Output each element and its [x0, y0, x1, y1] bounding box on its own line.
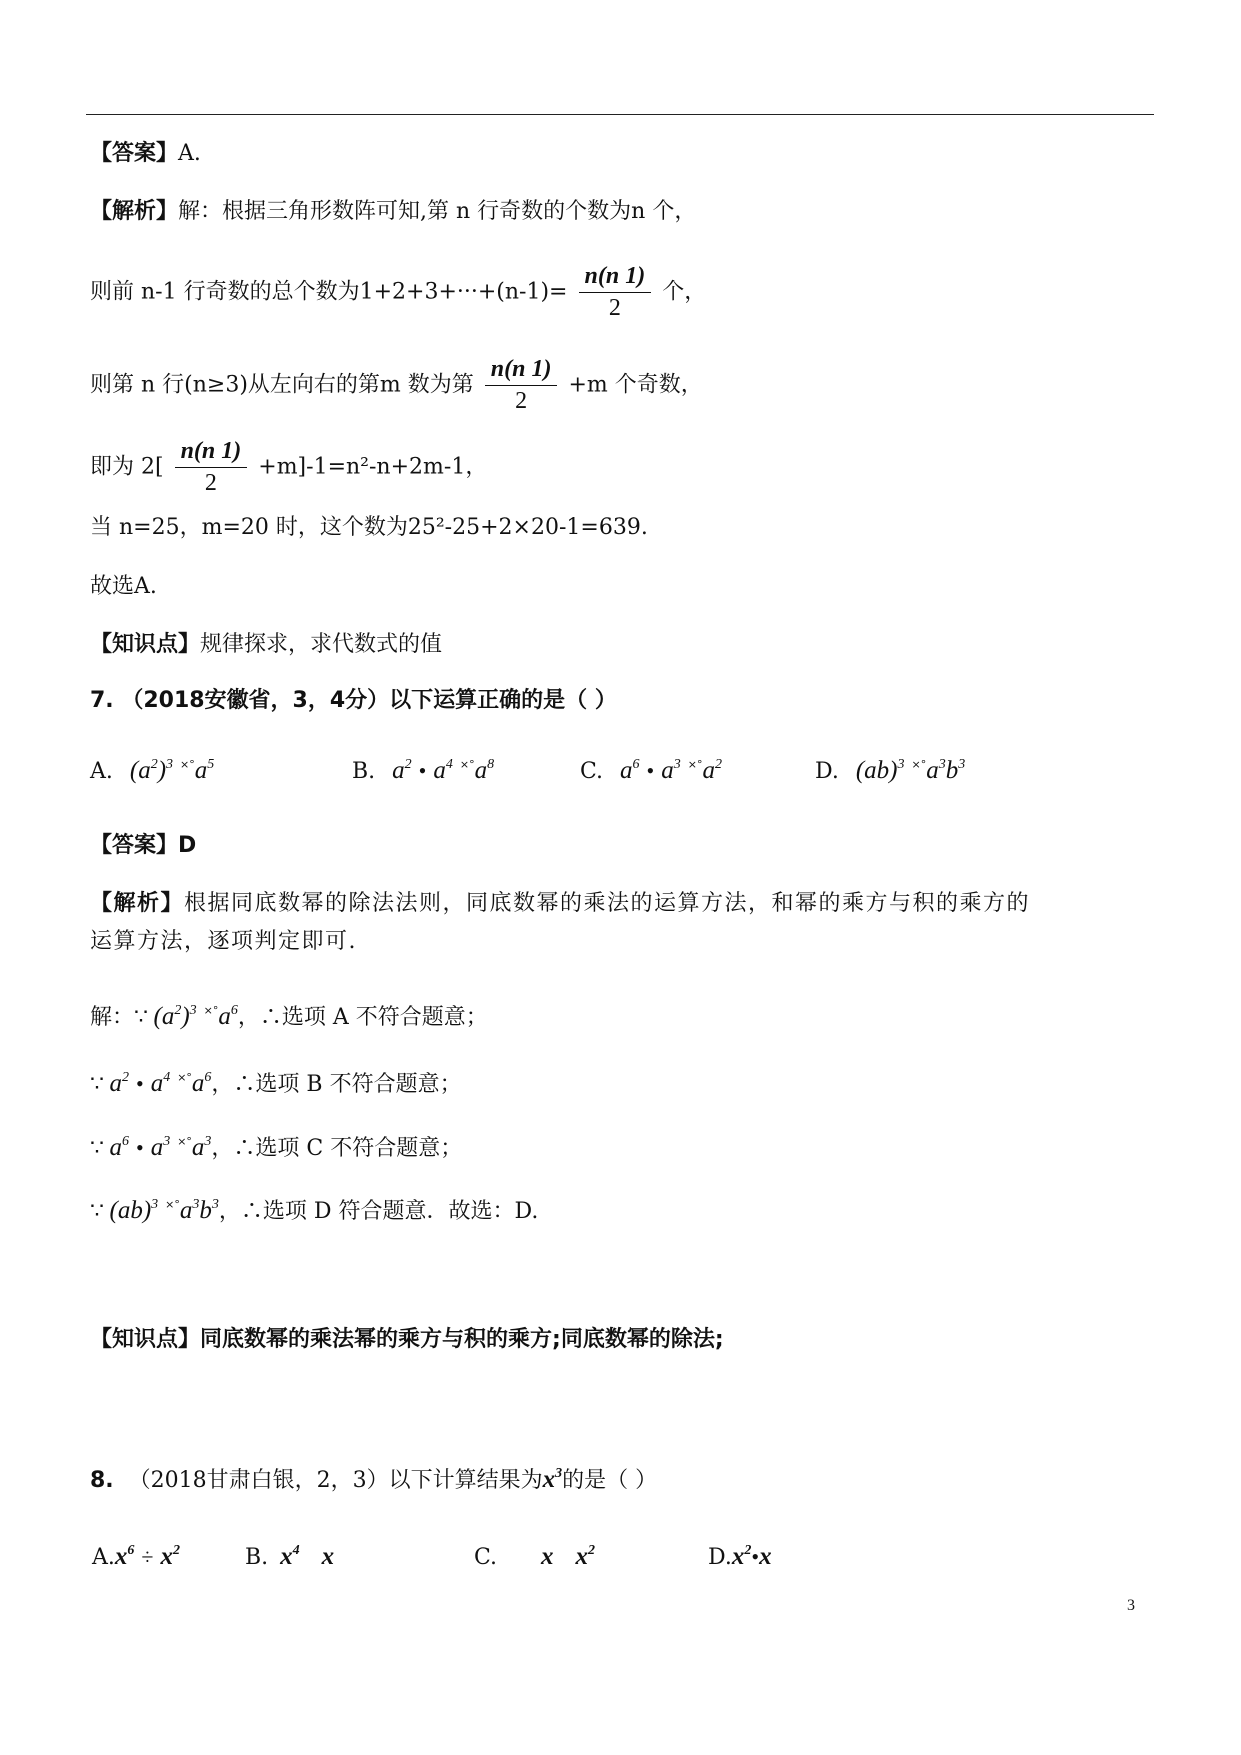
fraction: $\frac{n(n 1)}{2}$ [485, 355, 558, 416]
q6-answer: 【答案】A. [90, 141, 201, 166]
q7-option-b: B. $a^2$ • $a^4$ $^{\times^\circ}a^8$ [352, 757, 495, 784]
q7-option-a: A. $(a^2)^3$ $^{\times^\circ}a^5$ [90, 757, 215, 784]
q8-option-c: C. x $x^2$ [474, 1543, 596, 1570]
q6-knowledge: 【知识点】规律探求，求代数式的值 [90, 632, 443, 657]
q6-analysis-line4: 即为 2[ $\frac{n(n 1)}{2}$ +m]-1=n²-n+2m-1， [90, 438, 488, 496]
q6-analysis-line6: 故选A. [90, 574, 157, 599]
q7-option-d: D. (ab)$^3$ $^{\times^\circ}a^3b^3$ [815, 757, 966, 784]
q7-analysis-line2: 运算方法，逐项判定即可. [90, 929, 357, 954]
q8-option-a: $A.x^6 \div x^2$ [92, 1543, 180, 1570]
q7-option-c: C. $a^6$ • $a^3$ $^{\times^\circ}a^2$ [580, 757, 722, 784]
q7-analysis-line1: 【解析】根据同底数幂的除法法则，同底数幂的乘法的运算方法，和幂的乘方与积的乘方的 [90, 891, 1031, 916]
q6-analysis-line1: 【解析】解：根据三角形数阵可知,第 n 行奇数的个数为n 个， [90, 199, 697, 224]
fraction: $\frac{n(n 1)}{2}$ [579, 262, 652, 323]
q7-stem: 7. （2018安徽省，3，4分）以下运算正确的是（ ） [90, 688, 617, 713]
q7-knowledge: 【知识点】同底数幂的乘法幂的乘方与积的乘方;同底数幂的除法; [90, 1327, 724, 1352]
q6-analysis-line3: 则第 n 行(n≥3)从左向右的第m 数为第 $\frac{n(n 1)}{2}$ +m 个奇数， [90, 356, 703, 414]
header-rule [86, 114, 1154, 115]
q7-solution-d: ∵ (ab)$^3$ $^{\times^\circ}a^3b^3$，∴选项 D 符合题意．故选：D. [90, 1197, 539, 1224]
q6-analysis-line2: 则前 n-1 行奇数的总个数为1+2+3+···+(n-1)= $\frac{n(n 1)}{2}$ 个， [90, 263, 707, 321]
fraction: $\frac{n(n 1)}{2}$ [175, 437, 248, 498]
page-number: 3 [1127, 1597, 1135, 1614]
q7-solution-c: ∵ $a^6$ • $a^3$ $^{\times^\circ}a^3$，∴选项 C 不符合题意； [90, 1134, 463, 1161]
q7-solution-b: ∵ $a^2$ • $a^4$ $^{\times^\circ}a^6$，∴选项 B 不符合题意； [90, 1070, 462, 1097]
q8-stem: 8. （2018甘肃白银，2，3）以下计算结果为$x^3$的是（ ） [90, 1466, 658, 1493]
q8-option-b: B. $x^4$ x [245, 1543, 335, 1570]
q6-analysis-line5: 当 n=25，m=20 时，这个数为25²-25+2×20-1=639. [90, 515, 648, 540]
q8-option-d: $D.x^2•x$ [708, 1543, 772, 1570]
q7-solution-a: 解：∵ $(a^2)^3$ $^{\times^\circ}a^6$，∴选项 A 不符合题意； [90, 1003, 488, 1030]
q7-answer: 【答案】D [90, 833, 197, 858]
